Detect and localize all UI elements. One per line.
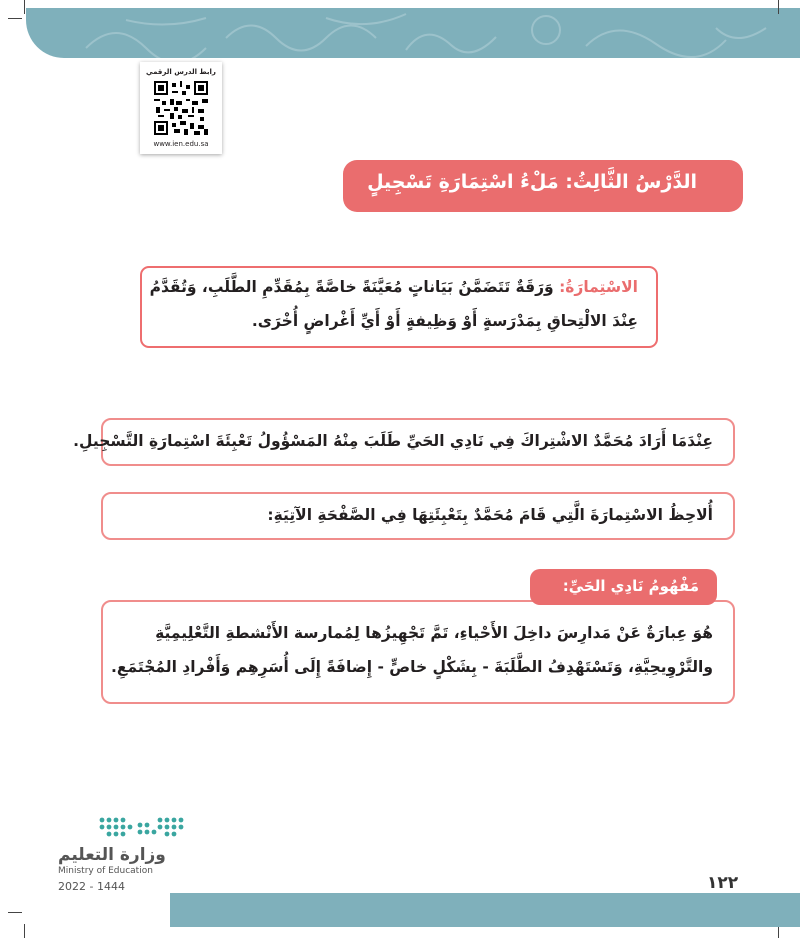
concept-line-1: هُوَ عِبارَةٌ عَنْ مَدارِسَ داخِلَ الأَحْياءِ، تَمَّ تَجْهِيزُها لِمُمارسة الأَنْشطةِ التَّعْلِيمِيَّةِ xyxy=(155,624,713,642)
crop-mark xyxy=(24,924,25,938)
ministry-name-arabic: وزارة التعليم xyxy=(58,845,166,865)
definition-text-1: وَرَقَةٌ تَتَضَمَّنُ بَيَاناتٍ مُعَيَّنَةً خاصَّةً بِمُقَدِّمِ الطَّلَبِ، وَتُقَدَّمُ xyxy=(149,278,554,296)
qr-url[interactable]: www.ien.edu.sa xyxy=(153,140,209,148)
qr-title: رابط الدرس الرقمي xyxy=(146,68,216,76)
crop-mark xyxy=(8,912,22,913)
bottom-decorative-band xyxy=(170,893,800,927)
definition-term: الاسْتِمارَةُ: xyxy=(559,278,638,296)
qr-code-icon[interactable] xyxy=(154,81,208,135)
digital-lesson-card[interactable] xyxy=(140,62,222,154)
paragraph-1: عِنْدَمَا أَرَادَ مُحَمَّدٌ الاشْتِراكَ فِي نَادِي الحَيِّ طَلَبَ مِنْهُ المَسْؤُولُ تَعْبِئَةَ اسْتِمارَةِ التَّسْجِيلِ. xyxy=(73,432,713,450)
concept-box xyxy=(101,600,735,704)
lesson-title: الدَّرْسُ الثَّالِثُ: مَلْءُ اسْتِمَارَةِ تَسْجِيلٍ xyxy=(367,171,697,193)
lesson-title-banner xyxy=(343,160,743,212)
concept-heading: مَفْهُومُ نَادِي الحَيِّ: xyxy=(562,577,699,595)
ministry-logo-icon xyxy=(98,812,190,842)
crop-mark xyxy=(778,0,779,14)
arabesque-pattern xyxy=(26,8,800,58)
paragraph-box-1 xyxy=(73,418,735,466)
paragraph-2: أُلاحِظُ الاسْتِمارَةَ الَّتِي قَامَ مُحَمَّدٌ بِتَعْبِئَتِهَا فِي الصَّفْحَةِ الآتِيَةِ: xyxy=(267,506,713,524)
page-number: ١٢٢ xyxy=(707,873,739,893)
crop-mark xyxy=(8,18,22,19)
paragraph-box-2 xyxy=(101,492,735,540)
concept-heading-tab xyxy=(530,569,717,605)
definition-line-2: عِنْدَ الالْتِحاقِ بِمَدْرَسةٍ أَوْ وَظِيفةٍ أَوْ أَيِّ أَغْراضٍ أُخْرَى. xyxy=(251,312,638,330)
ministry-name-english: Ministry of Education xyxy=(58,866,153,876)
definition-box xyxy=(140,266,658,348)
definition-line-1 xyxy=(150,278,638,296)
crop-mark xyxy=(24,0,25,14)
ministry-year: 2022 - 1444 xyxy=(58,880,125,893)
top-decorative-band xyxy=(26,8,800,58)
concept-line-2: والتَّرْوِيحِيَّةِ، وَتَسْتَهْدِفُ الطَّلَبَةَ - بِشَكْلٍ خاصٍّ - إِضافَةً إِلَى أُسَرِهِم وَأَفْرادِ المُجْتَمَعِ. xyxy=(111,658,713,676)
